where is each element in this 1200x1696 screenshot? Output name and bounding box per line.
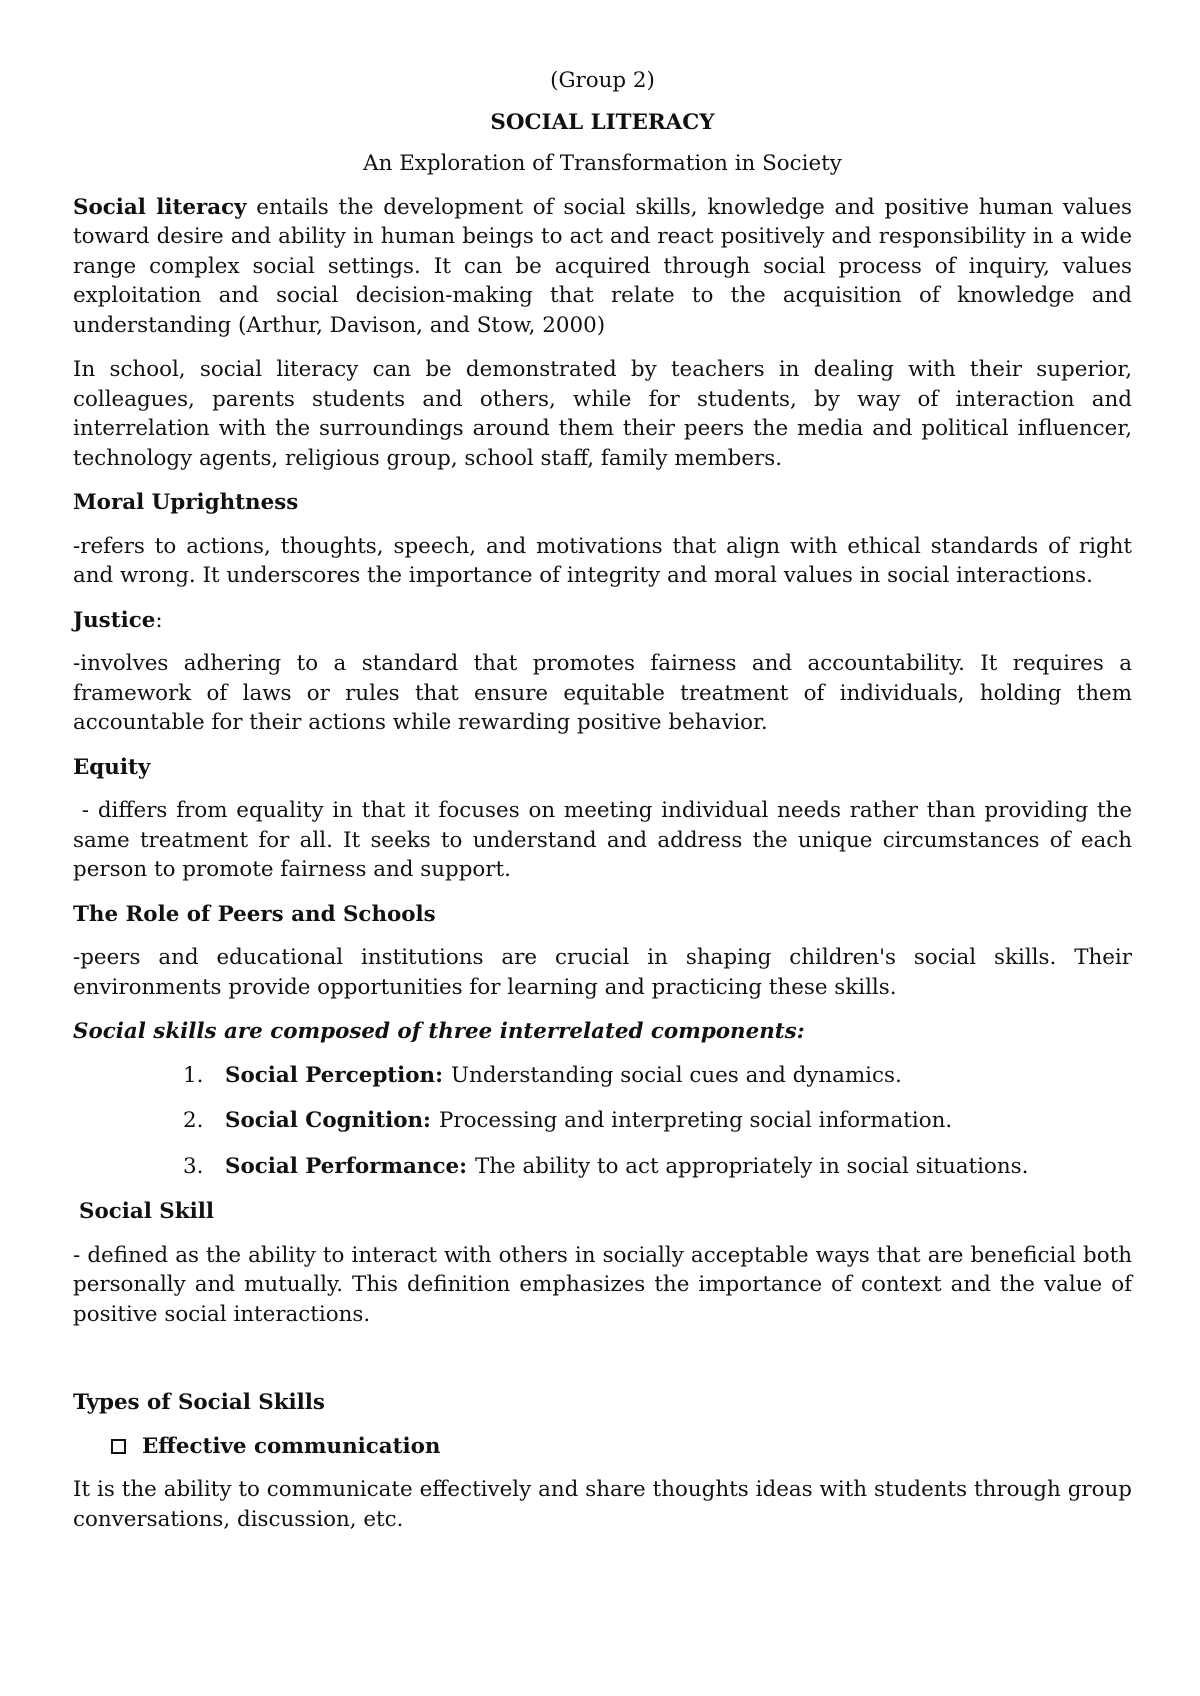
- intro-paragraph: [73, 193, 1132, 341]
- component-desc: Understanding social cues and dynamics.: [451, 1062, 902, 1088]
- list-item: [73, 1106, 1132, 1136]
- intro-term: Social literacy: [73, 194, 247, 220]
- document-subtitle: An Exploration of Transformation in Society: [363, 151, 842, 176]
- justice-heading-line: [73, 606, 1132, 636]
- equity-heading: Equity: [73, 754, 151, 780]
- justice-text: -involves adhering to a standard that promotes fairness and accountability. It requires a framework of laws or rules that ensure equitable treatment of individuals, holding them accountable for their actions while rewarding positive behavior.: [73, 651, 1132, 735]
- list-number: 1.: [183, 1062, 204, 1088]
- component-term: Social Perception:: [225, 1062, 444, 1088]
- group-label: (Group 2): [550, 68, 655, 93]
- components-heading: Social skills are composed of three interrelated components:: [73, 1019, 805, 1044]
- justice-heading: Justice: [73, 607, 156, 633]
- school-paragraph: In school, social literacy can be demonstrated by teachers in dealing with their superior, colleagues, parents students and others, while for students, by way of interaction and interrelation with the surroundings around them their peers the media and political influencer, technology agents, religious group, school staff, family members.: [73, 357, 1132, 471]
- types-heading: Types of Social Skills: [73, 1390, 325, 1415]
- effective-communication-text: It is the ability to communicate effectively and share thoughts ideas with students through group conversations, discussion, etc.: [73, 1477, 1132, 1532]
- peers-schools-heading: The Role of Peers and Schools: [73, 901, 436, 927]
- component-desc: Processing and interpreting social information.: [438, 1108, 953, 1133]
- section-spacer: [73, 1344, 1132, 1388]
- social-skill-text: - defined as the ability to interact with others in socially acceptable ways that are beneficial both personally and mutually. This definition emphasizes the importance of context and the value of positive social interactions.: [73, 1242, 1132, 1327]
- effective-communication-item: [111, 1432, 1132, 1462]
- list-number: 2.: [183, 1108, 204, 1133]
- moral-uprightness-heading: Moral Uprightness: [73, 490, 299, 515]
- checkbox-icon: [111, 1439, 126, 1454]
- moral-uprightness-text: -refers to actions, thoughts, speech, and motivations that align with ethical standards of right and wrong. It underscores the importance of integrity and moral values in social interactions.: [73, 533, 1132, 588]
- list-number: 3.: [183, 1153, 204, 1179]
- document-title: SOCIAL LITERACY: [490, 109, 715, 135]
- social-skill-heading: Social Skill: [79, 1199, 214, 1224]
- component-desc: The ability to act appropriately in social situations.: [475, 1153, 1029, 1179]
- equity-text: - differs from equality in that it focuses on meeting individual needs rather than providing the same treatment for all. It seeks to understand and address the unique circumstances of each person to promote fairness and support.: [73, 798, 1139, 882]
- list-item: [73, 1061, 1132, 1091]
- intro-text: entails the development of social skills, knowledge and positive human values toward desire and ability in human beings to act and react positively and responsibility in a wide range complex social settings. It can be acquired through social process of inquiry, values exploitation and social decision-making that relate to the acquisition of knowledge and understanding (Arthur, Davison, and Stow, 2000): [73, 194, 1132, 338]
- component-term: Social Cognition:: [225, 1108, 431, 1133]
- list-item: [73, 1152, 1132, 1182]
- justice-colon: :: [155, 607, 163, 633]
- effective-communication-label: Effective communication: [142, 1433, 441, 1459]
- component-term: Social Performance:: [225, 1153, 468, 1179]
- components-list: [73, 1061, 1132, 1182]
- peers-schools-text: -peers and educational institutions are crucial in shaping children's social skills. Their environments provide opportunities for learning and practicing these skills.: [73, 945, 1132, 1000]
